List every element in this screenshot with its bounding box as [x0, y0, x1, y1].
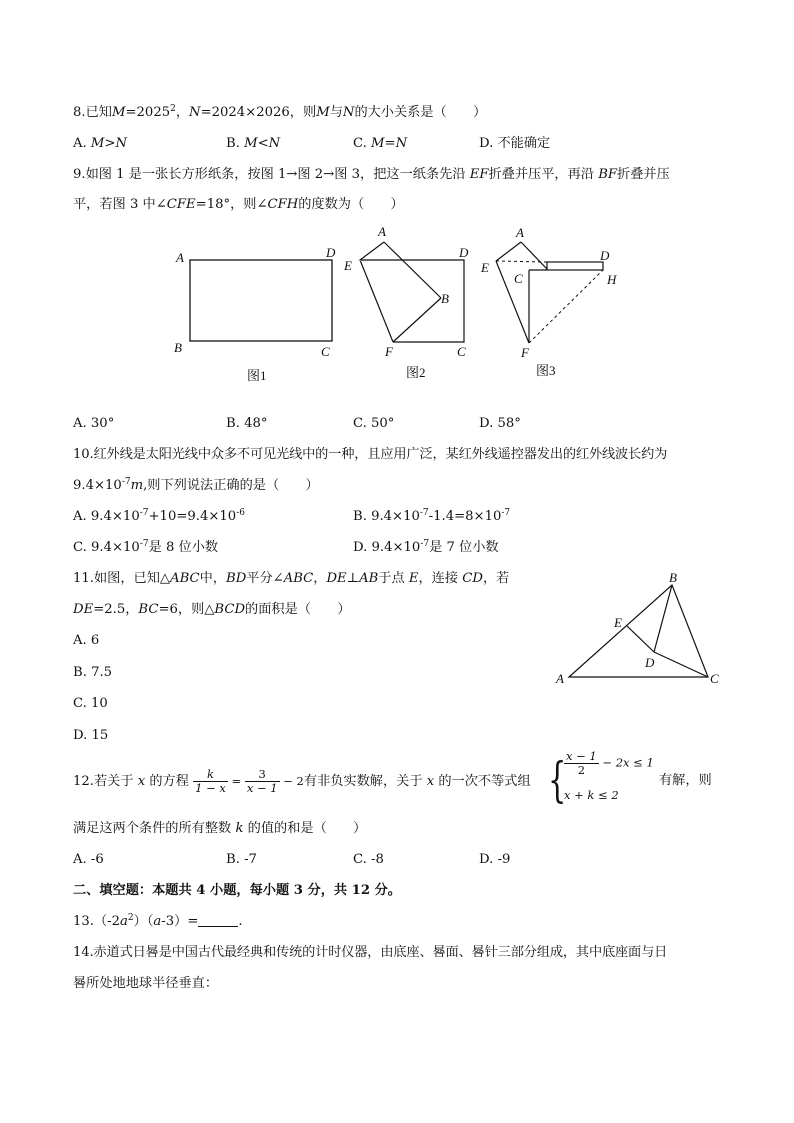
q11-stem-line1: 11.如图，已知△ABC中，BD平分∠ABC，DE⊥AB于点 E，连接 CD，若 — [73, 571, 510, 586]
q8-option-d[interactable]: D. 不能确定 — [479, 136, 551, 151]
q8-option-a[interactable]: A. M>N — [73, 136, 128, 151]
q11-figure — [540, 565, 730, 690]
q8-option-c[interactable]: C. M=N — [353, 136, 408, 151]
q9-option-b[interactable]: B. 48° — [226, 416, 268, 431]
fig1-label-c: C — [321, 344, 330, 359]
fig3-label-c: C — [514, 271, 523, 286]
q12-inequality-1: $\frac{x - 1}{2}$ − 2x ≤ 1 — [566, 749, 654, 777]
fig2-label-d: D — [459, 245, 469, 260]
fig3-label-f: F — [521, 345, 529, 360]
fig2-caption: 图2 — [406, 365, 426, 380]
q12-brace: { — [548, 752, 567, 808]
q9-figures — [0, 215, 794, 385]
q8-option-b[interactable]: B. M<N — [226, 136, 281, 151]
q13-answer-blank[interactable] — [198, 914, 238, 927]
q11-stem-line2: DE=2.5，BC=6，则△BCD的面积是（ ） — [73, 602, 351, 617]
q11-label-a: A — [556, 671, 564, 686]
q9-stem-line1: 9.如图 1 是一张长方形纸条，按图 1→图 2→图 3，把这一纸条先沿 EF折叠并压平，再沿 BF折叠并压 — [73, 167, 670, 182]
fig2-label-c: C — [457, 344, 466, 359]
q12-option-b[interactable]: B. -7 — [226, 852, 257, 867]
q11-label-b: B — [669, 570, 677, 585]
q9-stem-line2: 平，若图 3 中∠CFE=18°，则∠CFH的度数为（ ） — [73, 197, 404, 212]
q12-option-d[interactable]: D. -9 — [479, 852, 511, 867]
fig3-label-e: E — [481, 260, 489, 275]
q14-stem-line1: 14.赤道式日晷是中国古代最经典和传统的计时仪器，由底座、晷面、晷针三部分组成，其中底座面与日 — [73, 945, 668, 960]
fig3-label-d: D — [600, 248, 610, 263]
q10-option-b[interactable]: B. $9.4\times 10^{-7}-1.4=8\times 10^{-7}$ — [353, 508, 511, 524]
q12-option-c[interactable]: C. -8 — [353, 852, 384, 867]
fig1-label-d: D — [326, 245, 336, 260]
q12-stem-tail: 有解，则 — [659, 773, 712, 788]
fig3-label-a: A — [516, 225, 524, 240]
fig1-caption: 图1 — [247, 368, 267, 383]
q11-label-c: C — [710, 671, 719, 686]
fig2-label-e: E — [344, 258, 352, 273]
q12-stem-line1: 12.若关于 x 的方程 $\frac{k}{1 - x}$ = $\frac{3}{x - 1}$ − 2有非负实数解，关于 x 的一次不等式组 — [73, 767, 531, 795]
q10-stem-line2: $9.4\times 10^{-7}m$,则下列说法正确的是（ ） — [73, 477, 319, 493]
q12-stem-line2: 满足这两个条件的所有整数 k 的值的和是（ ） — [73, 821, 367, 836]
q11-option-c[interactable]: C. 10 — [73, 696, 108, 711]
q12-option-a[interactable]: A. -6 — [73, 852, 104, 867]
fig1-label-a: A — [176, 250, 184, 265]
q12-inequality-2: x + k ≤ 2 — [564, 788, 619, 802]
q9-figure-2 — [343, 224, 469, 380]
q9-option-d[interactable]: D. 58° — [479, 416, 521, 431]
q11-option-b[interactable]: B. 7.5 — [73, 665, 113, 680]
q9-option-c[interactable]: C. 50° — [353, 416, 395, 431]
q12-fraction-1: $\frac{k}{1 - x}$ — [195, 767, 226, 795]
q12-fraction-2: $\frac{3}{x - 1}$ — [246, 767, 278, 795]
q11-label-e: E — [614, 615, 622, 630]
q11-label-d: D — [645, 655, 655, 670]
q13-stem: $13.(-2a^2)(a-3)=$ . — [73, 913, 243, 929]
q11-option-d[interactable]: D. 15 — [73, 728, 109, 743]
q9-figure-3 — [480, 225, 617, 378]
q10-option-d[interactable]: D. $9.4\times 10^{-7}$是 7 位小数 — [353, 539, 499, 555]
q11-option-a[interactable]: A. 6 — [73, 633, 100, 648]
q9-figure-1 — [174, 245, 336, 383]
fig1-label-b: B — [174, 340, 182, 355]
section-2-heading: 二、填空题：本题共 4 小题，每小题 3 分，共 12 分。 — [73, 883, 401, 898]
q10-option-a[interactable]: A. $9.4\times 10^{-7}+10=9.4\times 10^{-6}$ — [73, 508, 245, 524]
fig2-label-b: B — [441, 291, 449, 306]
q14-stem-line2: 晷所处地地球半径垂直： — [73, 976, 219, 991]
q10-option-c[interactable]: C. $9.4\times 10^{-7}$是 8 位小数 — [73, 539, 219, 555]
fig2-label-a: A — [378, 224, 386, 239]
fig3-caption: 图3 — [536, 363, 556, 378]
q10-stem-line1: 10.红外线是太阳光线中众多不可见光线中的一种，且应用广泛，某红外线遥控器发出的红外线波长约为 — [73, 447, 668, 462]
fig3-label-h: H — [607, 272, 617, 287]
q9-option-a[interactable]: A. 30° — [73, 416, 115, 431]
fig2-label-f: F — [385, 344, 393, 359]
q8-stem: 8.已知$M=2025^2$，N=2024×2026，则M与N的大小关系是（ ） — [73, 104, 487, 120]
